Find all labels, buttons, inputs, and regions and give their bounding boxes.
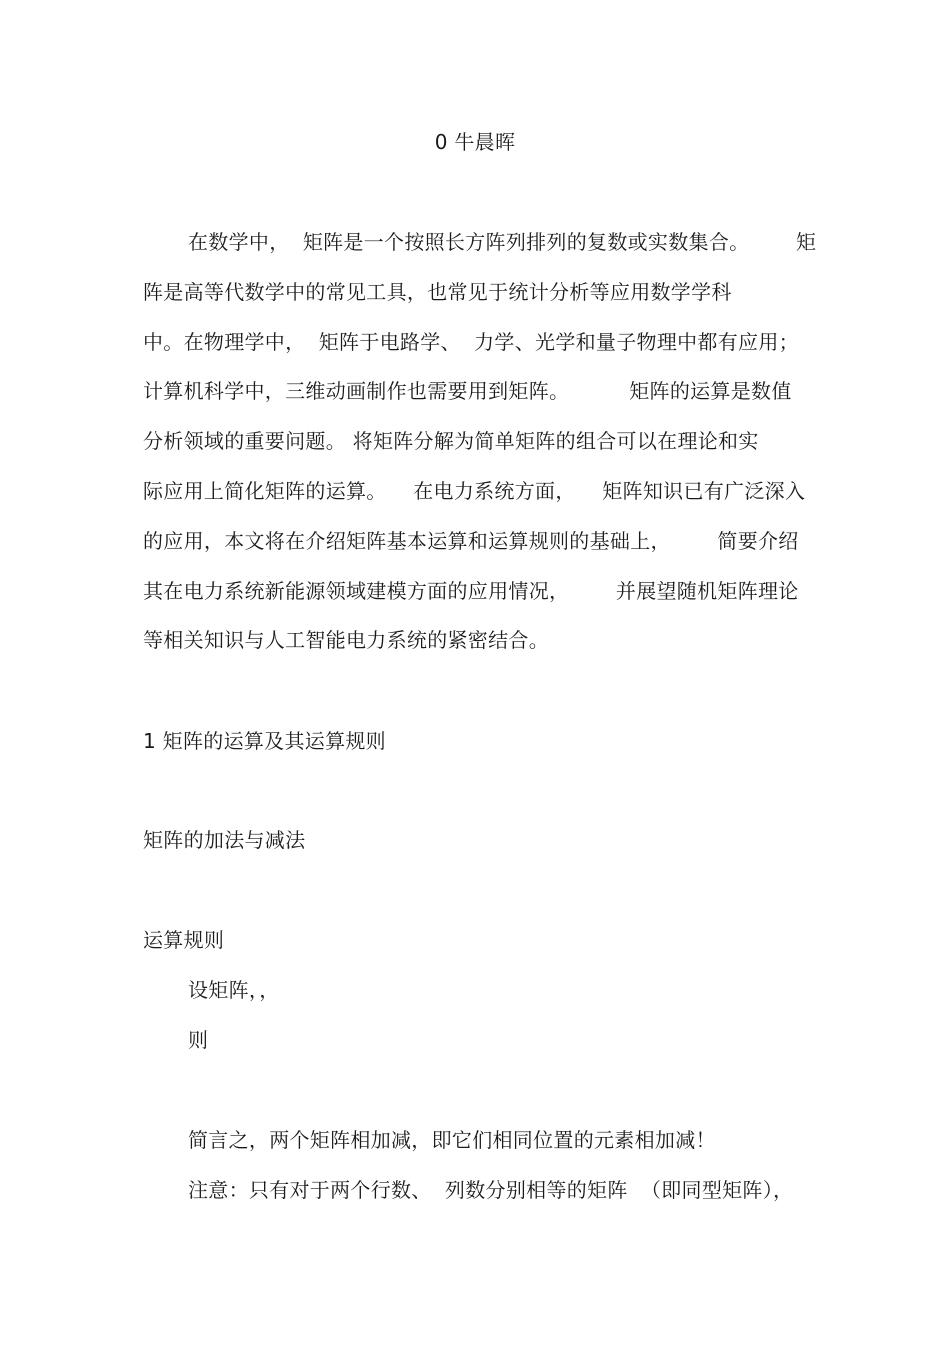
intro-line-2: 阵是高等代数学中的常见工具，也常见于统计分析等应用数学学科	[143, 280, 732, 304]
intro-line-9: 等相关知识与人工智能电力系统的紧密结合。	[143, 628, 549, 652]
rules-heading: 运算规则	[143, 928, 225, 952]
intro-line-1: 在数学中， 矩阵是一个按照长方阵列排列的复数或实数集合。 矩	[188, 230, 817, 254]
subsection-heading: 矩阵的加法与减法	[143, 828, 306, 852]
section-heading: 1 矩阵的运算及其运算规则	[143, 729, 386, 753]
document-title: 0 牛晨晖	[434, 130, 516, 154]
rule-line-1: 设矩阵，，	[188, 978, 280, 1002]
intro-line-5: 分析领域的重要问题。 将矩阵分解为简单矩阵的组合可以在理论和实	[143, 429, 759, 453]
intro-line-7: 的应用，本文将在介绍矩阵基本运算和运算规则的基础上， 简要介绍	[143, 529, 799, 553]
rule-line-2: 则	[188, 1028, 209, 1052]
intro-line-3: 中。在物理学中， 矩阵于电路学、 力学、光学和量子物理中都有应用；	[143, 330, 799, 354]
summary-line: 简言之，两个矩阵相加减，即它们相同位置的元素相加减！	[188, 1128, 716, 1152]
intro-line-6: 际应用上简化矩阵的运算。 在电力系统方面， 矩阵知识已有广泛深入	[143, 479, 806, 503]
intro-line-8: 其在电力系统新能源领域建模方面的应用情况， 并展望随机矩阵理论	[143, 579, 799, 603]
intro-line-4: 计算机科学中，三维动画制作也需要用到矩阵。 矩阵的运算是数值	[143, 379, 792, 403]
note-line: 注意：只有对于两个行数、 列数分别相等的矩阵 （即同型矩阵），	[188, 1178, 794, 1202]
